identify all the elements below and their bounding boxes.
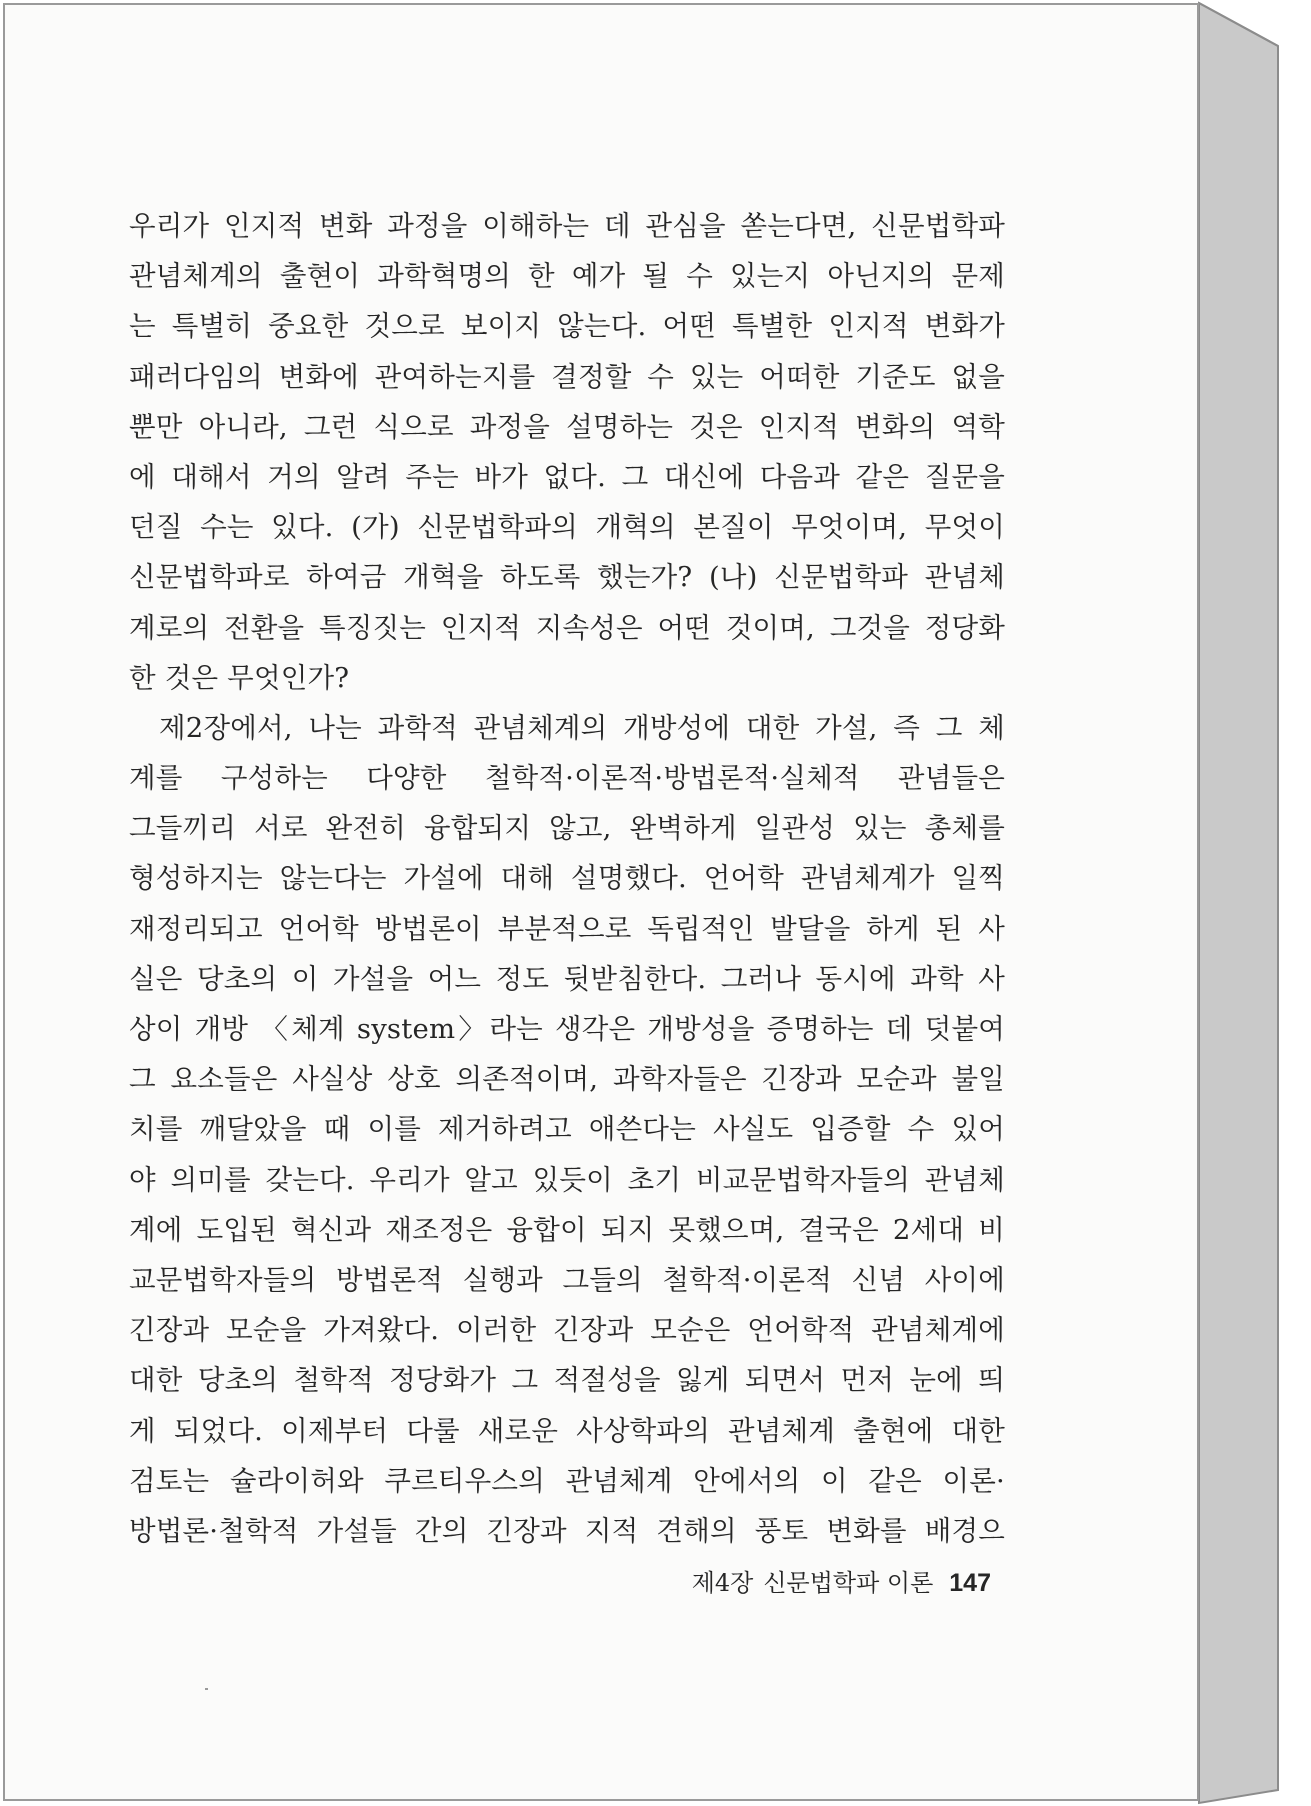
page-number: 147 xyxy=(949,1569,991,1597)
text-line: 게 되었다. 이제부터 다룰 새로운 사상학파의 관념체계 출현에 대한 xyxy=(129,1414,1005,1447)
text-line: 제2장에서, 나는 과학적 관념체계의 개방성에 대한 가설, 즉 그 체 xyxy=(159,711,1005,744)
text-line: 치를 깨달았을 때 이를 제거하려고 애쓴다는 사실도 입증할 수 있어 xyxy=(129,1113,1005,1146)
text-line: 그들끼리 서로 완전히 융합되지 않고, 완벽하게 일관성 있는 총체를 xyxy=(129,812,1005,845)
text-line: 신문법학파로 하여금 개혁을 하도록 했는가? (나) 신문법학파 관념체 xyxy=(129,561,1005,594)
scan-speck xyxy=(205,1688,208,1690)
chapter-title: 신문법학파 이론 xyxy=(763,1569,934,1597)
text-line: 한 것은 무엇인가? xyxy=(129,661,350,694)
text-line: 던질 수는 있다. (가) 신문법학파의 개혁의 본질이 무엇이며, 무엇이 xyxy=(129,511,1005,544)
text-line: 실은 당초의 이 가설을 어느 정도 뒷받침한다. 그러나 동시에 과학 사 xyxy=(129,962,1005,995)
text-line: 계에 도입된 혁신과 재조정은 융합이 되지 못했으며, 결국은 2세대 비 xyxy=(129,1213,1005,1246)
text-line: 대한 당초의 철학적 정당화가 그 적절성을 잃게 되면서 먼저 눈에 띄 xyxy=(129,1364,1005,1397)
text-line: 야 의미를 갖는다. 우리가 알고 있듯이 초기 비교문법학자들의 관념체 xyxy=(129,1163,1005,1196)
text-line: 관념체계의 출현이 과학혁명의 한 예가 될 수 있는지 아닌지의 문제 xyxy=(129,260,1005,293)
text-line: 상이 개방 〈체계 system〉라는 생각은 개방성을 증명하는 데 덧붙여 xyxy=(129,1013,1005,1045)
running-footer xyxy=(692,1563,991,1598)
text-line: 뿐만 아니라, 그런 식으로 과정을 설명하는 것은 인지적 변화의 역학 xyxy=(129,410,1005,443)
text-line: 우리가 인지적 변화 과정을 이해하는 데 관심을 쏟는다면, 신문법학파 xyxy=(129,210,1005,242)
text-line: 에 대해서 거의 알려 주는 바가 없다. 그 대신에 다음과 같은 질문을 xyxy=(129,460,1005,493)
text-line: 계로의 전환을 특징짓는 인지적 지속성은 어떤 것이며, 그것을 정당화 xyxy=(129,611,1005,644)
text-line: 재정리되고 언어학 방법론이 부분적으로 독립적인 발달을 하게 된 사 xyxy=(129,912,1005,945)
text-line: 방법론·철학적 가설들 간의 긴장과 지적 견해의 풍토 변화를 배경으 xyxy=(129,1514,1005,1547)
body-text xyxy=(129,201,1005,1556)
text-line: 는 특별히 중요한 것으로 보이지 않는다. 어떤 특별한 인지적 변화가 xyxy=(129,310,1005,343)
text-line: 형성하지는 않는다는 가설에 대해 설명했다. 언어학 관념체계가 일찍 xyxy=(129,862,1005,895)
text-line: 검토는 슐라이허와 쿠르티우스의 관념체계 안에서의 이 같은 이론· xyxy=(129,1464,1005,1497)
text-line: 계를 구성하는 다양한 철학적·이론적·방법론적·실체적 관념들은 xyxy=(129,762,1005,795)
text-line: 패러다임의 변화에 관여하는지를 결정할 수 있는 어떠한 기준도 없을 xyxy=(129,360,1005,393)
text-line: 그 요소들은 사실상 상호 의존적이며, 과학자들은 긴장과 모순과 불일 xyxy=(129,1063,1005,1096)
text-line: 긴장과 모순을 가져왔다. 이러한 긴장과 모순은 언어학적 관념체계에 xyxy=(129,1314,1005,1347)
chapter-label: 제4장 xyxy=(691,1569,754,1597)
book-page xyxy=(3,3,1199,1801)
text-line: 교문법학자들의 방법론적 실행과 그들의 철학적·이론적 신념 사이에 xyxy=(129,1263,1005,1296)
